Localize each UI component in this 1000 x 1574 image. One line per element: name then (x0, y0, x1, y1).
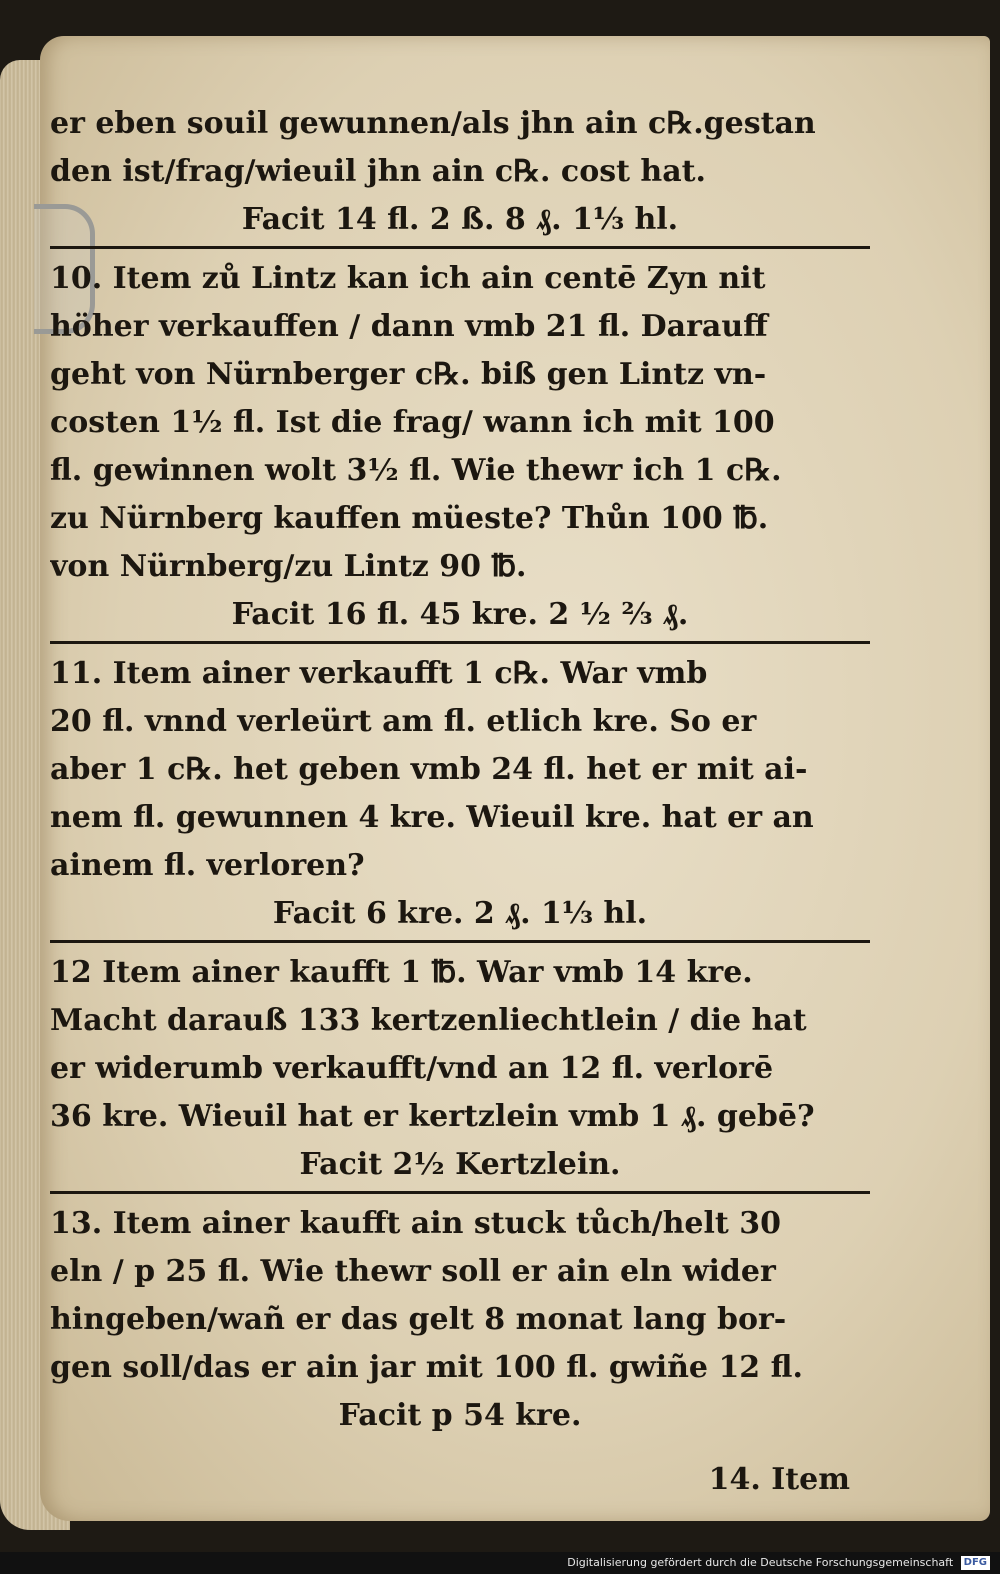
facit-line: Facit p 54 kre. (338, 1398, 582, 1433)
catchword: 14. Item (708, 1462, 850, 1497)
divider-rule (50, 246, 870, 249)
text-line: aber 1 c℞. het geben vmb 24 fl. het er mit ai- (50, 752, 808, 787)
divider-rule (50, 940, 870, 943)
text-line: er eben souil gewunnen/als jhn ain c℞.gestan (50, 106, 816, 141)
funding-footer (0, 1552, 1000, 1574)
text-line: eln / p 25 fl. Wie thewr soll er ain eln wider (50, 1254, 776, 1289)
text-line: 13. Item ainer kaufft ain stuck tůch/helt 30 (50, 1206, 781, 1241)
divider-rule (50, 641, 870, 644)
text-line: 20 fl. vnnd verleürt am fl. etlich kre. So er (50, 704, 757, 739)
dfg-logo: DFG (961, 1556, 990, 1570)
text-line: höher verkauffen / dann vmb 21 fl. Darauff (50, 309, 768, 344)
text-line: 10. Item zů Lintz kan ich ain centē Zyn nit (50, 261, 766, 296)
facit-line: Facit 16 fl. 45 kre. 2 ½ ⅔ ₰. (231, 597, 689, 632)
text-line: fl. gewinnen wolt 3½ fl. Wie thewr ich 1 c℞. (50, 453, 782, 488)
text-line: ainem fl. verloren? (50, 848, 365, 883)
text-line: 36 kre. Wieuil hat er kertzlein vmb 1 ₰. gebē? (50, 1099, 815, 1134)
text-line: zu Nürnberg kauffen müeste? Thůn 100 ℔. (50, 501, 769, 536)
text-line: nem fl. gewunnen 4 kre. Wieuil kre. hat er an (50, 800, 814, 835)
text-line: von Nürnberg/zu Lintz 90 ℔. (50, 549, 527, 584)
facit-line: Facit 6 kre. 2 ₰. 1⅓ hl. (272, 896, 648, 931)
footer-text: Digitalisierung gefördert durch die Deutsche Forschungsgemeinschaft (567, 1556, 954, 1569)
text-line: geht von Nürnberger c℞. biß gen Lintz vn- (50, 357, 767, 392)
page-text (50, 100, 870, 1504)
text-line: hingeben/wañ er das gelt 8 monat lang bor- (50, 1302, 787, 1337)
text-line: costen 1½ fl. Ist die frag/ wann ich mit 100 (50, 405, 775, 440)
text-line: gen soll/das er ain jar mit 100 fl. gwiñe 12 fl. (50, 1350, 803, 1385)
text-line: er widerumb verkaufft/vnd an 12 fl. verlorē (50, 1051, 774, 1086)
divider-rule (50, 1191, 870, 1194)
text-line: 12 Item ainer kaufft 1 ℔. War vmb 14 kre. (50, 955, 753, 990)
facit-line: Facit 2½ Kertzlein. (299, 1147, 621, 1182)
text-line: den ist/frag/wieuil jhn ain c℞. cost hat. (50, 154, 706, 189)
text-line: 11. Item ainer verkaufft 1 c℞. War vmb (50, 656, 708, 691)
facit-line: Facit 14 fl. 2 ß. 8 ₰. 1⅓ hl. (241, 202, 679, 237)
text-line: Macht darauß 133 kertzenliechtlein / die hat (50, 1003, 807, 1038)
